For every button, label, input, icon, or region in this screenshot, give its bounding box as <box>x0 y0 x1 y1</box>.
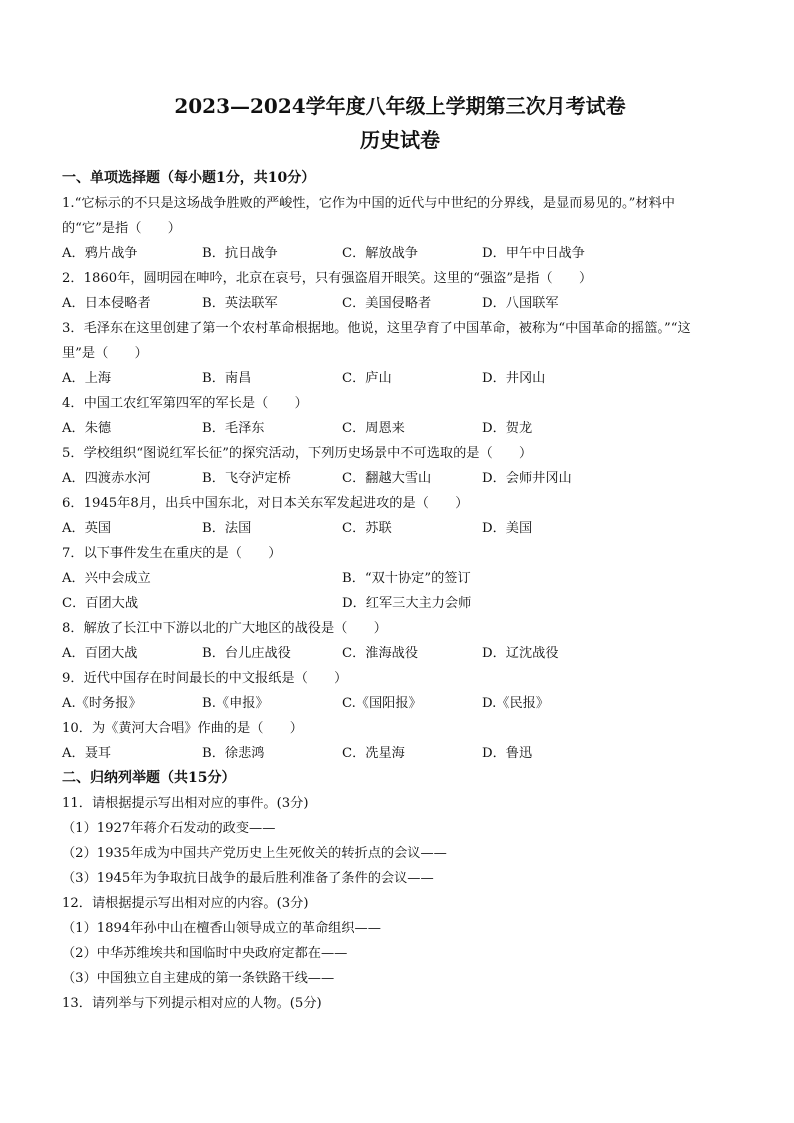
option-d: D．会师井冈山 <box>482 471 572 486</box>
question-4-text: 4．中国工农红军第四军的军长是（ ） <box>62 396 308 411</box>
option-d: D．八国联军 <box>482 296 559 311</box>
question-2-options <box>62 291 738 316</box>
option-a: A．上海 <box>62 371 112 386</box>
option-b: B．毛泽东 <box>202 421 265 436</box>
option-d: D．贺龙 <box>482 421 533 436</box>
option-a: A．鸦片战争 <box>62 246 138 261</box>
question-12-item-1: （1）1894年孙中山在檀香山领导成立的革命组织—— <box>62 921 381 936</box>
option-a: A．四渡赤水河 <box>62 471 151 486</box>
question-12-text: 12．请根据提示写出相对应的内容。(3分) <box>62 896 309 911</box>
question-12-item-3: （3）中国独立自主建成的第一条铁路干线—— <box>62 971 335 986</box>
option-b: B．台儿庄战役 <box>202 646 291 661</box>
option-b: B.《申报》 <box>202 696 269 711</box>
option-a: A．朱德 <box>62 421 112 436</box>
option-a: A.《时务报》 <box>62 696 142 711</box>
question-7-options-row2 <box>62 591 738 616</box>
option-d: D．鲁迅 <box>482 746 533 761</box>
option-b: B．英法联军 <box>202 296 278 311</box>
question-12-item-2: （2）中华苏维埃共和国临时中央政府定都在—— <box>62 946 348 961</box>
option-a: A．兴中会成立 <box>62 571 151 586</box>
question-3-text-cont: 里”是（ ） <box>62 346 148 361</box>
question-5-options <box>62 466 738 491</box>
question-3-text: 3．毛泽东在这里创建了第一个农村革命根据地。他说，这里孕育了中国革命，被称为“中国革命的摇篮。”“这 <box>62 321 691 336</box>
option-d: D．美国 <box>482 521 533 536</box>
option-d: D.《民报》 <box>482 696 550 711</box>
option-c: C．解放战争 <box>342 246 419 261</box>
question-3-options <box>62 366 738 391</box>
option-c: C．美国侵略者 <box>342 296 432 311</box>
question-11-item-2: （2）1935年成为中国共产党历史上生死攸关的转折点的会议—— <box>62 846 447 861</box>
question-7-options-row1 <box>62 566 738 591</box>
question-7-text: 7．以下事件发生在重庆的是（ ） <box>62 546 282 561</box>
option-b: B．南昌 <box>202 371 252 386</box>
section-2-heading: 二、归纳列举题（共15分） <box>62 770 236 786</box>
option-a: A．日本侵略者 <box>62 296 151 311</box>
question-4-options <box>62 416 738 441</box>
option-b: B．“双十协定”的签订 <box>342 571 471 586</box>
question-6-options <box>62 516 738 541</box>
option-a: A．聂耳 <box>62 746 112 761</box>
question-11-item-3: （3）1945年为争取抗日战争的最后胜利准备了条件的会议—— <box>62 871 434 886</box>
exam-page <box>62 92 738 1016</box>
question-1-text-cont: 的“它”是指（ ） <box>62 221 181 236</box>
question-8-options <box>62 641 738 666</box>
option-d: D．辽沈战役 <box>482 646 559 661</box>
question-11-text: 11．请根据提示写出相对应的事件。(3分) <box>62 796 309 811</box>
option-c: C．冼星海 <box>342 746 405 761</box>
option-b: B．徐悲鸿 <box>202 746 265 761</box>
question-5-text: 5．学校组织“图说红军长征”的探究活动，下列历史场景中不可选取的是（ ） <box>62 446 533 461</box>
option-d: D．井冈山 <box>482 371 546 386</box>
question-9-options <box>62 691 738 716</box>
question-8-text: 8．解放了长江中下游以北的广大地区的战役是（ ） <box>62 621 387 636</box>
question-1-options <box>62 241 738 266</box>
exam-subtitle: 历史试卷 <box>360 128 440 152</box>
option-a: A．英国 <box>62 521 112 536</box>
question-13-text: 13．请列举与下列提示相对应的人物。(5分) <box>62 996 322 1011</box>
question-9-text: 9．近代中国存在时间最长的中文报纸是（ ） <box>62 671 348 686</box>
option-d: D．红军三大主力会师 <box>342 596 472 611</box>
question-10-options <box>62 741 738 766</box>
option-c: C．百团大战 <box>62 596 139 611</box>
option-c: C．淮海战役 <box>342 646 419 661</box>
option-c: C.《国阳报》 <box>342 696 422 711</box>
option-b: B．法国 <box>202 521 252 536</box>
option-c: C．苏联 <box>342 521 392 536</box>
exam-title: 2023—2024学年度八年级上学期第三次月考试卷 <box>174 94 626 118</box>
option-a: A．百团大战 <box>62 646 138 661</box>
question-2-text: 2．1860年，圆明园在呻吟，北京在哀号，只有强盗眉开眼笑。这里的“强盗”是指（ ） <box>62 271 593 286</box>
option-b: B．飞夺泸定桥 <box>202 471 291 486</box>
option-d: D．甲午中日战争 <box>482 246 585 261</box>
question-10-text: 10．为《黄河大合唱》作曲的是（ ） <box>62 721 303 736</box>
question-6-text: 6．1945年8月，出兵中国东北，对日本关东军发起进攻的是（ ） <box>62 496 469 511</box>
question-1-text: 1.“它标示的不只是这场战争胜败的严峻性，它作为中国的近代与中世纪的分界线，是显而易见的。”材料中 <box>62 196 675 211</box>
section-1-heading: 一、单项选择题（每小题1分，共10分） <box>62 170 316 186</box>
option-c: C．庐山 <box>342 371 392 386</box>
option-b: B．抗日战争 <box>202 246 278 261</box>
option-c: C．翻越大雪山 <box>342 471 432 486</box>
question-11-item-1: （1）1927年蒋介石发动的政变—— <box>62 821 276 836</box>
option-c: C．周恩来 <box>342 421 405 436</box>
